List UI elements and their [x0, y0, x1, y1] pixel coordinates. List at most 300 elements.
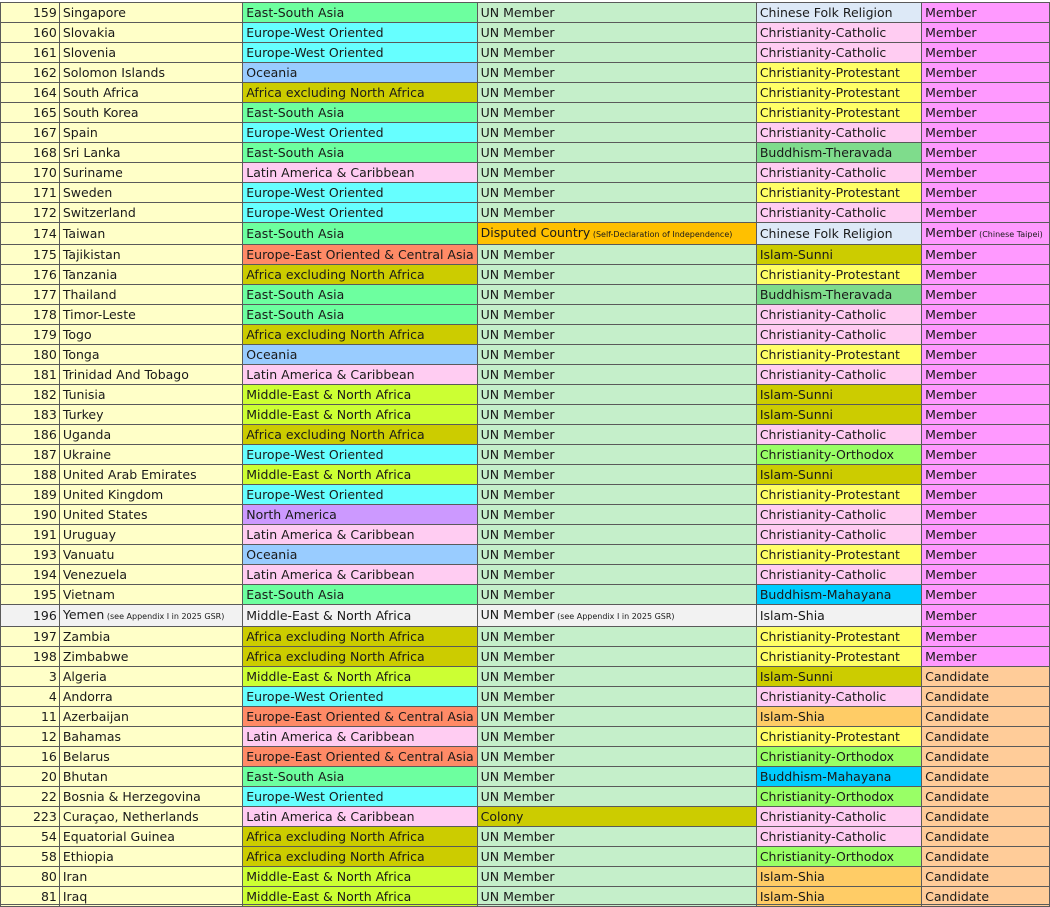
country-cell[interactable]: [59, 63, 242, 83]
row-number-cell[interactable]: [1, 183, 60, 203]
row-number-cell[interactable]: [1, 203, 60, 223]
table-row: [1, 3, 1050, 23]
country-cell[interactable]: [59, 787, 242, 807]
region-cell[interactable]: [243, 325, 477, 345]
country-name: Vanuatu: [62, 547, 115, 562]
membership-cell[interactable]: [922, 345, 1050, 365]
region-cell[interactable]: [243, 405, 477, 425]
row-number: 197: [32, 629, 57, 644]
status-cell[interactable]: [477, 525, 756, 545]
row-number-cell[interactable]: [1, 565, 60, 585]
region-cell[interactable]: [243, 425, 477, 445]
country-cell[interactable]: [59, 385, 242, 405]
region-cell[interactable]: [243, 123, 477, 143]
religion-cell[interactable]: [756, 787, 921, 807]
membership-cell[interactable]: [922, 223, 1050, 245]
religion-cell[interactable]: [756, 183, 921, 203]
country-name: United States: [62, 507, 148, 522]
status-cell[interactable]: [477, 265, 756, 285]
country-name: Slovakia: [62, 25, 116, 40]
religion-cell[interactable]: [756, 485, 921, 505]
country-cell[interactable]: [59, 43, 242, 63]
country-cell[interactable]: [59, 647, 242, 667]
region-cell[interactable]: [243, 385, 477, 405]
region-cell[interactable]: [243, 43, 477, 63]
status-cell[interactable]: [477, 727, 756, 747]
country-cell[interactable]: [59, 3, 242, 23]
country-cell[interactable]: [59, 747, 242, 767]
religion-cell[interactable]: [756, 325, 921, 345]
table-row: [1, 565, 1050, 585]
table-row: [1, 465, 1050, 485]
status-cell[interactable]: [477, 285, 756, 305]
membership-cell[interactable]: [922, 365, 1050, 385]
membership-cell[interactable]: [922, 285, 1050, 305]
region-cell[interactable]: [243, 727, 477, 747]
row-number-cell[interactable]: [1, 647, 60, 667]
row-number-cell[interactable]: [1, 385, 60, 405]
row-number-cell[interactable]: [1, 143, 60, 163]
country-cell[interactable]: [59, 627, 242, 647]
membership-label: Candidate: [925, 749, 990, 764]
row-number: 159: [32, 5, 57, 20]
region-cell[interactable]: [243, 485, 477, 505]
region-cell[interactable]: [243, 565, 477, 585]
status-cell[interactable]: [477, 405, 756, 425]
region-cell[interactable]: [243, 585, 477, 605]
membership-cell[interactable]: [922, 3, 1050, 23]
country-cell[interactable]: [59, 465, 242, 485]
row-number: 189: [32, 487, 57, 502]
region-name: Middle-East & North Africa: [246, 869, 412, 884]
country-cell[interactable]: [59, 245, 242, 265]
region-cell[interactable]: [243, 807, 477, 827]
country-cell[interactable]: [59, 445, 242, 465]
religion-cell[interactable]: [756, 807, 921, 827]
country-cell[interactable]: [59, 545, 242, 565]
membership-cell[interactable]: [922, 585, 1050, 605]
membership-cell[interactable]: [922, 627, 1050, 647]
status-cell[interactable]: [477, 767, 756, 787]
country-cell[interactable]: [59, 23, 242, 43]
row-number-cell[interactable]: [1, 687, 60, 707]
row-number-cell[interactable]: [1, 345, 60, 365]
status-cell[interactable]: [477, 305, 756, 325]
religion-cell[interactable]: [756, 23, 921, 43]
religion-cell[interactable]: [756, 847, 921, 867]
row-number-cell[interactable]: [1, 445, 60, 465]
region-cell[interactable]: [243, 163, 477, 183]
membership-cell[interactable]: [922, 43, 1050, 63]
religion-cell[interactable]: [756, 465, 921, 485]
row-number-cell[interactable]: [1, 43, 60, 63]
status-cell[interactable]: [477, 325, 756, 345]
status-cell[interactable]: [477, 847, 756, 867]
region-cell[interactable]: [243, 203, 477, 223]
region-cell[interactable]: [243, 687, 477, 707]
religion-cell[interactable]: [756, 605, 921, 627]
region-name: Europe-West Oriented: [246, 25, 384, 40]
religion-cell[interactable]: [756, 83, 921, 103]
status-cell[interactable]: [477, 605, 756, 627]
status-cell[interactable]: [477, 183, 756, 203]
religion-cell[interactable]: [756, 223, 921, 245]
membership-cell[interactable]: [922, 525, 1050, 545]
row-number-cell[interactable]: [1, 627, 60, 647]
region-cell[interactable]: [243, 143, 477, 163]
membership-cell[interactable]: [922, 123, 1050, 143]
status-label: UN Member: [480, 629, 555, 644]
membership-cell[interactable]: [922, 867, 1050, 887]
country-cell[interactable]: [59, 867, 242, 887]
table-row: [1, 285, 1050, 305]
row-number-cell[interactable]: [1, 325, 60, 345]
status-cell[interactable]: [477, 505, 756, 525]
status-cell[interactable]: [477, 827, 756, 847]
membership-cell[interactable]: [922, 565, 1050, 585]
country-cell[interactable]: [59, 183, 242, 203]
religion-name: Christianity-Protestant: [759, 267, 900, 282]
status-cell[interactable]: [477, 585, 756, 605]
membership-cell[interactable]: [922, 305, 1050, 325]
status-cell[interactable]: [477, 867, 756, 887]
row-number-cell[interactable]: [1, 707, 60, 727]
membership-cell[interactable]: [922, 425, 1050, 445]
religion-cell[interactable]: [756, 143, 921, 163]
religion-name: Christianity-Orthodox: [759, 849, 895, 864]
membership-cell[interactable]: [922, 667, 1050, 687]
country-cell[interactable]: [59, 405, 242, 425]
region-cell[interactable]: [243, 667, 477, 687]
region-cell[interactable]: [243, 465, 477, 485]
row-number-cell[interactable]: [1, 63, 60, 83]
status-cell[interactable]: [477, 807, 756, 827]
row-number-cell[interactable]: [1, 485, 60, 505]
status-cell[interactable]: [477, 223, 756, 245]
religion-cell[interactable]: [756, 867, 921, 887]
table-row: [1, 425, 1050, 445]
row-number-cell[interactable]: [1, 465, 60, 485]
religion-cell[interactable]: [756, 525, 921, 545]
membership-label: Member: [925, 567, 977, 582]
country-cell[interactable]: [59, 83, 242, 103]
region-cell[interactable]: [243, 827, 477, 847]
religion-cell[interactable]: [756, 123, 921, 143]
row-number-cell[interactable]: [1, 365, 60, 385]
row-number-cell[interactable]: [1, 405, 60, 425]
region-cell[interactable]: [243, 867, 477, 887]
status-label: UN Member: [480, 607, 555, 622]
membership-cell[interactable]: [922, 827, 1050, 847]
membership-cell[interactable]: [922, 485, 1050, 505]
membership-cell[interactable]: [922, 767, 1050, 787]
row-number-cell[interactable]: [1, 667, 60, 687]
membership-cell[interactable]: [922, 163, 1050, 183]
row-number-cell[interactable]: [1, 163, 60, 183]
status-cell[interactable]: [477, 103, 756, 123]
status-cell[interactable]: [477, 3, 756, 23]
religion-cell[interactable]: [756, 405, 921, 425]
row-number-cell[interactable]: [1, 23, 60, 43]
religion-cell[interactable]: [756, 707, 921, 727]
country-name: Bhutan: [62, 769, 108, 784]
religion-cell[interactable]: [756, 767, 921, 787]
religion-cell[interactable]: [756, 63, 921, 83]
membership-cell[interactable]: [922, 23, 1050, 43]
region-cell[interactable]: [243, 747, 477, 767]
religion-cell[interactable]: [756, 163, 921, 183]
row-number-cell[interactable]: [1, 585, 60, 605]
religion-cell[interactable]: [756, 385, 921, 405]
region-cell[interactable]: [243, 545, 477, 565]
row-number-cell[interactable]: [1, 727, 60, 747]
country-cell[interactable]: [59, 163, 242, 183]
status-cell[interactable]: [477, 747, 756, 767]
status-cell[interactable]: [477, 627, 756, 647]
region-cell[interactable]: [243, 23, 477, 43]
religion-cell[interactable]: [756, 627, 921, 647]
country-cell[interactable]: [59, 143, 242, 163]
membership-cell[interactable]: [922, 545, 1050, 565]
country-cell[interactable]: [59, 827, 242, 847]
religion-cell[interactable]: [756, 667, 921, 687]
country-cell[interactable]: [59, 565, 242, 585]
status-label: UN Member: [480, 205, 555, 220]
country-cell[interactable]: [59, 103, 242, 123]
status-cell[interactable]: [477, 365, 756, 385]
religion-cell[interactable]: [756, 265, 921, 285]
status-cell[interactable]: [477, 687, 756, 707]
region-cell[interactable]: [243, 647, 477, 667]
status-cell[interactable]: [477, 787, 756, 807]
status-cell[interactable]: [477, 63, 756, 83]
country-cell[interactable]: [59, 265, 242, 285]
row-number-cell[interactable]: [1, 83, 60, 103]
row-number-cell[interactable]: [1, 827, 60, 847]
status-cell[interactable]: [477, 707, 756, 727]
religion-cell[interactable]: [756, 245, 921, 265]
membership-cell[interactable]: [922, 847, 1050, 867]
membership-cell[interactable]: [922, 647, 1050, 667]
status-cell[interactable]: [477, 385, 756, 405]
status-cell[interactable]: [477, 647, 756, 667]
country-cell[interactable]: [59, 425, 242, 445]
country-cell[interactable]: [59, 707, 242, 727]
country-cell[interactable]: [59, 223, 242, 245]
status-cell[interactable]: [477, 43, 756, 63]
region-cell[interactable]: [243, 265, 477, 285]
row-number-cell[interactable]: [1, 787, 60, 807]
row-number-cell[interactable]: [1, 425, 60, 445]
region-name: East-South Asia: [246, 287, 345, 302]
religion-cell[interactable]: [756, 727, 921, 747]
religion-name: Islam-Sunni: [759, 247, 834, 262]
country-name: Uganda: [62, 427, 112, 442]
country-cell[interactable]: [59, 203, 242, 223]
religion-cell[interactable]: [756, 43, 921, 63]
status-label: UN Member: [480, 889, 555, 904]
religion-cell[interactable]: [756, 565, 921, 585]
country-cell[interactable]: [59, 847, 242, 867]
membership-label: Member: [925, 267, 977, 282]
region-cell[interactable]: [243, 707, 477, 727]
region-cell[interactable]: [243, 223, 477, 245]
region-cell[interactable]: [243, 847, 477, 867]
religion-name: Christianity-Protestant: [759, 629, 900, 644]
status-cell[interactable]: [477, 545, 756, 565]
row-number-cell[interactable]: [1, 285, 60, 305]
country-cell[interactable]: [59, 667, 242, 687]
country-cell[interactable]: [59, 305, 242, 325]
row-number-cell[interactable]: [1, 103, 60, 123]
religion-cell[interactable]: [756, 505, 921, 525]
religion-cell[interactable]: [756, 545, 921, 565]
status-cell[interactable]: [477, 203, 756, 223]
membership-cell[interactable]: [922, 83, 1050, 103]
membership-cell[interactable]: [922, 203, 1050, 223]
religion-cell[interactable]: [756, 585, 921, 605]
religion-name: Christianity-Protestant: [759, 65, 900, 80]
row-number-cell[interactable]: [1, 505, 60, 525]
region-cell[interactable]: [243, 445, 477, 465]
region-cell[interactable]: [243, 345, 477, 365]
religion-cell[interactable]: [756, 345, 921, 365]
membership-label: Member: [925, 185, 977, 200]
row-number-cell[interactable]: [1, 3, 60, 23]
country-cell[interactable]: [59, 585, 242, 605]
membership-cell[interactable]: [922, 63, 1050, 83]
membership-cell[interactable]: [922, 605, 1050, 627]
religion-cell[interactable]: [756, 3, 921, 23]
religion-cell[interactable]: [756, 827, 921, 847]
religion-cell[interactable]: [756, 203, 921, 223]
country-cell[interactable]: [59, 123, 242, 143]
row-number-cell[interactable]: [1, 807, 60, 827]
membership-cell[interactable]: [922, 385, 1050, 405]
status-label: UN Member: [480, 587, 555, 602]
status-cell[interactable]: [477, 245, 756, 265]
membership-cell[interactable]: [922, 325, 1050, 345]
region-cell[interactable]: [243, 3, 477, 23]
region-cell[interactable]: [243, 767, 477, 787]
status-cell[interactable]: [477, 23, 756, 43]
membership-cell[interactable]: [922, 807, 1050, 827]
region-cell[interactable]: [243, 505, 477, 525]
row-number-cell[interactable]: [1, 223, 60, 245]
country-cell[interactable]: [59, 505, 242, 525]
country-cell[interactable]: [59, 767, 242, 787]
religion-cell[interactable]: [756, 647, 921, 667]
membership-cell[interactable]: [922, 143, 1050, 163]
row-number-cell[interactable]: [1, 747, 60, 767]
country-cell[interactable]: [59, 485, 242, 505]
membership-cell[interactable]: [922, 505, 1050, 525]
status-cell[interactable]: [477, 465, 756, 485]
status-cell[interactable]: [477, 83, 756, 103]
religion-cell[interactable]: [756, 747, 921, 767]
region-cell[interactable]: [243, 525, 477, 545]
membership-cell[interactable]: [922, 787, 1050, 807]
status-cell[interactable]: [477, 485, 756, 505]
row-number-cell[interactable]: [1, 123, 60, 143]
country-cell[interactable]: [59, 807, 242, 827]
region-cell[interactable]: [243, 183, 477, 203]
region-cell[interactable]: [243, 103, 477, 123]
country-cell[interactable]: [59, 365, 242, 385]
table-row: [1, 525, 1050, 545]
religion-cell[interactable]: [756, 365, 921, 385]
status-cell[interactable]: [477, 143, 756, 163]
membership-cell[interactable]: [922, 747, 1050, 767]
religion-cell[interactable]: [756, 687, 921, 707]
country-cell[interactable]: [59, 345, 242, 365]
country-cell[interactable]: [59, 325, 242, 345]
row-number-cell[interactable]: [1, 305, 60, 325]
membership-cell[interactable]: [922, 727, 1050, 747]
row-number-cell[interactable]: [1, 867, 60, 887]
row-number-cell[interactable]: [1, 545, 60, 565]
region-cell[interactable]: [243, 787, 477, 807]
status-cell[interactable]: [477, 123, 756, 143]
country-note: (see Appendix I in 2025 GSR): [104, 612, 225, 621]
region-cell[interactable]: [243, 285, 477, 305]
row-number-cell[interactable]: [1, 847, 60, 867]
status-cell[interactable]: [477, 345, 756, 365]
status-cell[interactable]: [477, 163, 756, 183]
membership-cell[interactable]: [922, 245, 1050, 265]
status-cell[interactable]: [477, 425, 756, 445]
region-name: East-South Asia: [246, 226, 345, 241]
country-cell[interactable]: [59, 727, 242, 747]
status-cell[interactable]: [477, 445, 756, 465]
row-number-cell[interactable]: [1, 767, 60, 787]
religion-cell[interactable]: [756, 285, 921, 305]
membership-cell[interactable]: [922, 445, 1050, 465]
region-cell[interactable]: [243, 627, 477, 647]
religion-cell[interactable]: [756, 425, 921, 445]
membership-cell[interactable]: [922, 103, 1050, 123]
religion-cell[interactable]: [756, 103, 921, 123]
row-number-cell[interactable]: [1, 265, 60, 285]
region-name: Middle-East & North Africa: [246, 407, 412, 422]
status-cell[interactable]: [477, 565, 756, 585]
membership-cell[interactable]: [922, 265, 1050, 285]
religion-name: Chinese Folk Religion: [759, 226, 893, 241]
region-cell[interactable]: [243, 365, 477, 385]
country-cell[interactable]: [59, 525, 242, 545]
membership-cell[interactable]: [922, 687, 1050, 707]
row-number-cell[interactable]: [1, 525, 60, 545]
membership-cell[interactable]: [922, 405, 1050, 425]
status-label: UN Member: [480, 689, 555, 704]
religion-cell[interactable]: [756, 305, 921, 325]
row-number-cell[interactable]: [1, 245, 60, 265]
region-cell[interactable]: [243, 83, 477, 103]
region-cell[interactable]: [243, 245, 477, 265]
region-cell[interactable]: [243, 63, 477, 83]
country-cell[interactable]: [59, 687, 242, 707]
religion-cell[interactable]: [756, 445, 921, 465]
membership-cell[interactable]: [922, 183, 1050, 203]
membership-cell[interactable]: [922, 465, 1050, 485]
region-cell[interactable]: [243, 605, 477, 627]
membership-cell[interactable]: [922, 707, 1050, 727]
status-cell[interactable]: [477, 667, 756, 687]
region-cell[interactable]: [243, 305, 477, 325]
country-cell[interactable]: [59, 285, 242, 305]
row-number-cell[interactable]: [1, 605, 60, 627]
country-cell[interactable]: [59, 605, 242, 627]
